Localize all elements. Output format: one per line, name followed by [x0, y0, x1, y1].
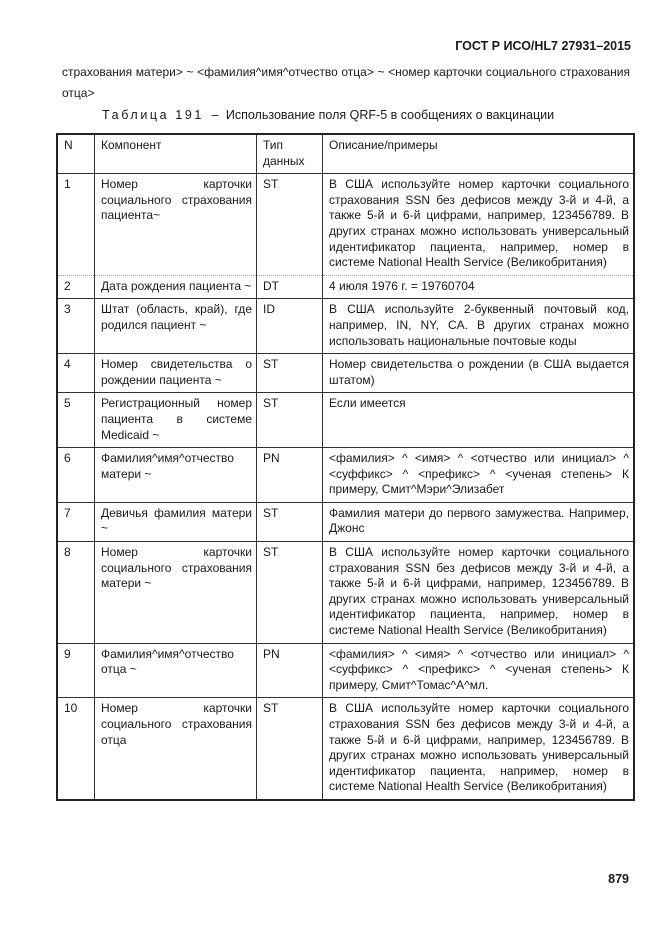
header-type: Тип данных [257, 134, 323, 174]
table-row [57, 502, 634, 541]
row-description: Номер свидетельства о рождении (в США выдается штатом) [323, 354, 635, 393]
table-row [57, 643, 634, 698]
row-type: ST [257, 393, 323, 448]
row-number: 5 [57, 393, 95, 448]
row-component: Штат (область, край), где родился пациент ~ [95, 299, 257, 354]
row-type: ST [257, 542, 323, 644]
table-header-row [57, 134, 634, 174]
table-row [57, 275, 634, 299]
header-component: Компонент [95, 134, 257, 174]
row-component: Регистрационный номер пациента в системе Medicaid ~ [95, 393, 257, 448]
row-description: <фамилия> ^ <имя> ^ <отчество или инициал> ^ <суффикс> ^ <префикс> ^ <ученая степень> К примеру, Смит^Мэри^Элизабет [323, 448, 635, 503]
row-component: Фамилия^имя^отчество матери ~ [95, 448, 257, 503]
row-number: 4 [57, 354, 95, 393]
intro-paragraph: страхования матери> ~ <фамилия^имя^отчество отца> ~ <номер карточки социального страхования отца> [62, 65, 630, 100]
page-number: 879 [608, 872, 629, 886]
row-component: Номер карточки социального страхования матери ~ [95, 542, 257, 644]
row-number: 1 [57, 174, 95, 276]
table-caption [102, 108, 554, 122]
row-description: В США используйте номер карточки социального страхования SSN без дефисов между 3-й и 4-й, а также 5-й и 6-й цифрами, например, 123456789. В других странах можно использовать универсальный идентификатор пациента, например, номер в системе National Health Service (Великобритания) [323, 174, 635, 276]
table-row [57, 299, 634, 354]
row-description: В США используйте номер карточки социального страхования SSN без дефисов между 3-й и 4-й, а также 5-й и 6-й цифрами, например, 123456789. В других странах можно использовать универсальный идентификатор пациента, например, номер в системе National Health Service (Великобритания) [323, 698, 635, 800]
row-number: 7 [57, 502, 95, 541]
row-number: 2 [57, 275, 95, 299]
row-type: ST [257, 698, 323, 800]
table-row [57, 448, 634, 503]
table-row [57, 354, 634, 393]
row-number: 9 [57, 643, 95, 698]
table-caption-label: Таблица 191 [102, 108, 204, 122]
table-row [57, 698, 634, 800]
row-type: DT [257, 275, 323, 299]
qrf5-table [56, 133, 635, 801]
header-n: N [57, 134, 95, 174]
row-type: PN [257, 448, 323, 503]
table-row [57, 393, 634, 448]
table-row [57, 542, 634, 644]
row-type: ST [257, 174, 323, 276]
row-component: Фамилия^имя^отчество отца ~ [95, 643, 257, 698]
row-component: Девичья фамилия матери ~ [95, 502, 257, 541]
row-description: В США используйте номер карточки социального страхования SSN без дефисов между 3-й и 4-й, а также 5-й и 6-й цифрами, например, 123456789. В других странах можно использовать универсальный идентификатор пациента, например, номер в системе National Health Service (Великобритания) [323, 542, 635, 644]
row-component: Дата рождения пациента ~ [95, 275, 257, 299]
table-row [57, 174, 634, 276]
row-component: Номер карточки социального страхования отца [95, 698, 257, 800]
document-header: ГОСТ Р ИСО/HL7 27931–2015 [455, 39, 631, 53]
row-type: ST [257, 502, 323, 541]
table-caption-dash: – [211, 108, 219, 122]
row-description: В США используйте 2-буквенный почтовый код, например, IN, NY, CA. В других странах можно использовать национальные почтовые коды [323, 299, 635, 354]
row-description: Фамилия матери до первого замужества. Например, Джонс [323, 502, 635, 541]
row-component: Номер карточки социального страхования пациента~ [95, 174, 257, 276]
row-component: Номер свидетельства о рождении пациента ~ [95, 354, 257, 393]
row-number: 3 [57, 299, 95, 354]
header-description: Описание/примеры [323, 134, 635, 174]
table-caption-title: Использование поля QRF-5 в сообщениях о вакцинации [225, 108, 555, 122]
row-number: 10 [57, 698, 95, 800]
row-type: ID [257, 299, 323, 354]
row-description: 4 июля 1976 г. = 19760704 [323, 275, 635, 299]
row-number: 6 [57, 448, 95, 503]
row-description: <фамилия> ^ <имя> ^ <отчество или инициал> ^ <суффикс> ^ <префикс> ^ <ученая степень> К примеру, Смит^Томас^А^мл. [323, 643, 635, 698]
row-type: PN [257, 643, 323, 698]
row-description: Если имеется [323, 393, 635, 448]
row-number: 8 [57, 542, 95, 644]
row-type: ST [257, 354, 323, 393]
